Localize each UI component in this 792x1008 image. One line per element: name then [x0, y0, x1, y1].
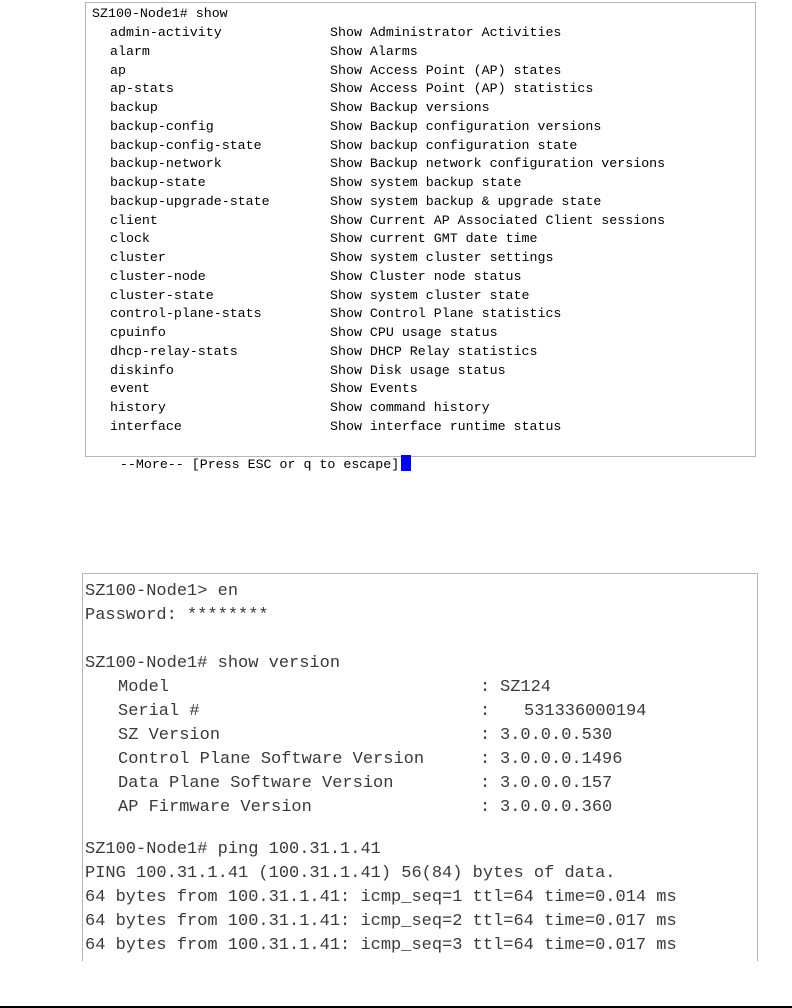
password-line: Password: ********	[85, 606, 269, 625]
command-description: Show Disk usage status	[330, 363, 506, 378]
command-name: alarm	[110, 44, 150, 59]
command-name: cluster-state	[110, 288, 214, 303]
command-description: Show Alarms	[330, 44, 418, 59]
command-description: Show current GMT date time	[330, 231, 538, 246]
version-key: SZ Version	[118, 726, 221, 745]
text-cursor	[401, 455, 411, 471]
version-key: Serial #	[118, 702, 200, 721]
command-description: Show CPU usage status	[330, 325, 498, 340]
command-name: history	[110, 400, 166, 415]
ping-reply-line: 64 bytes from 100.31.1.41: icmp_seq=1 ttl=64 time=0.014 ms	[85, 888, 677, 907]
show-help-terminal[interactable]	[85, 2, 756, 472]
ping-command-line: SZ100-Node1# ping 100.31.1.41	[85, 840, 381, 859]
version-key: Control Plane Software Version	[118, 750, 425, 769]
version-separator: :	[480, 750, 491, 769]
terminal-prompt-line: SZ100-Node1# show	[92, 6, 228, 21]
command-description: Show interface runtime status	[330, 419, 562, 434]
version-value: 3.0.0.0.360	[500, 798, 613, 817]
enable-command-line: SZ100-Node1> en	[85, 582, 239, 601]
version-separator: :	[480, 798, 491, 817]
show-version-command-line: SZ100-Node1# show version	[85, 654, 341, 673]
command-name: client	[110, 213, 158, 228]
command-name: interface	[110, 419, 182, 434]
command-description: Show DHCP Relay statistics	[330, 344, 538, 359]
command-name: ap-stats	[110, 81, 174, 96]
command-description: Show Backup versions	[330, 100, 490, 115]
command-description: Show system cluster settings	[330, 250, 554, 265]
command-name: cpuinfo	[110, 325, 166, 340]
version-value: 531336000194	[524, 702, 647, 721]
version-key: Model	[118, 678, 170, 697]
version-key: Data Plane Software Version	[118, 774, 394, 793]
command-name: cluster	[110, 250, 166, 265]
command-description: Show Backup network configuration versions	[330, 156, 666, 171]
version-separator: :	[480, 702, 491, 721]
command-name: clock	[110, 231, 150, 246]
command-description: Show system cluster state	[330, 288, 530, 303]
command-description: Show command history	[330, 400, 490, 415]
command-name: cluster-node	[110, 269, 206, 284]
command-name: event	[110, 381, 150, 396]
version-separator: :	[480, 726, 491, 745]
command-name: diskinfo	[110, 363, 174, 378]
command-description: Show backup configuration state	[330, 138, 578, 153]
version-key: AP Firmware Version	[118, 798, 312, 817]
ping-reply-line: 64 bytes from 100.31.1.41: icmp_seq=2 ttl=64 time=0.017 ms	[85, 912, 677, 931]
command-description: Show system backup state	[330, 175, 522, 190]
command-name: backup-upgrade-state	[110, 194, 270, 209]
version-separator: :	[480, 774, 491, 793]
command-description: Show Administrator Activities	[330, 25, 562, 40]
command-name: dhcp-relay-stats	[110, 344, 238, 359]
ping-header-line: PING 100.31.1.41 (100.31.1.41) 56(84) bytes of data.	[85, 864, 616, 883]
version-value: 3.0.0.0.157	[500, 774, 613, 793]
command-description: Show Cluster node status	[330, 269, 522, 284]
command-name: backup-config-state	[110, 138, 262, 153]
command-name: backup-network	[110, 156, 222, 171]
command-description: Show system backup & upgrade state	[330, 194, 602, 209]
command-description: Show Backup configuration versions	[330, 119, 602, 134]
command-name: control-plane-stats	[110, 306, 262, 321]
command-name: backup	[110, 100, 158, 115]
command-name: admin-activity	[110, 25, 222, 40]
command-description: Show Events	[330, 381, 418, 396]
version-separator: :	[480, 678, 491, 697]
command-description: Show Access Point (AP) statistics	[330, 81, 594, 96]
version-ping-terminal[interactable]	[82, 573, 758, 961]
more-prompt-text: --More-- [Press ESC or q to escape]	[119, 457, 400, 472]
command-name: backup-config	[110, 119, 214, 134]
version-value: SZ124	[500, 678, 552, 697]
ping-reply-line: 64 bytes from 100.31.1.41: icmp_seq=3 ttl=64 time=0.017 ms	[85, 936, 677, 955]
command-name: ap	[110, 63, 126, 78]
command-description: Show Current AP Associated Client sessions	[330, 213, 666, 228]
version-value: 3.0.0.0.530	[500, 726, 613, 745]
command-description: Show Access Point (AP) states	[330, 63, 562, 78]
command-description: Show Control Plane statistics	[330, 306, 562, 321]
version-value: 3.0.0.0.1496	[500, 750, 623, 769]
command-name: backup-state	[110, 175, 206, 190]
more-prompt-line[interactable]	[88, 437, 411, 472]
